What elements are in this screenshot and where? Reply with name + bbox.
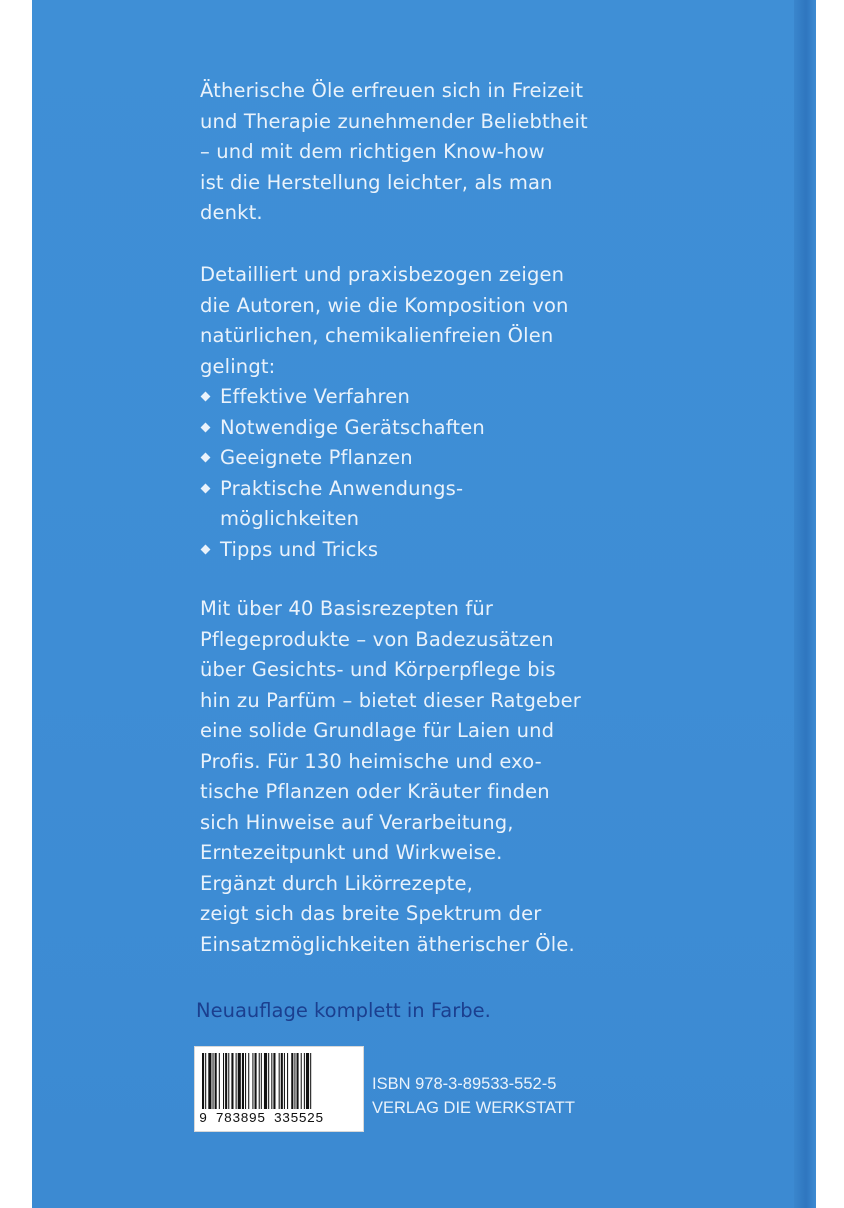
recipes-text: Mit über 40 Basisrezepten für Pflegeprodukte – von Badezusätzen über Gesichts- und Körperpflege bis hin zu Parfüm – bietet dieser Ratgeber eine solide Grundlage für Laien und Profis. Für 130 heimische und exo- tische Pflanzen oder Kräuter finden sich Hinweise auf Verarbeitung, Erntezeitpunkt und Wirkweise. Ergänzt durch Likörrezepte, zeigt sich das breite Spektrum der Einsatzmöglichkeiten ätherischer Öle. — [200, 597, 581, 956]
intro-paragraph — [200, 76, 650, 229]
list-item-label: Praktische Anwendungs- möglichkeiten — [220, 476, 464, 530]
cover-edge — [794, 0, 816, 1208]
list-item-label: Geeignete Pflanzen — [220, 446, 413, 469]
diamond-bullet-icon — [201, 453, 211, 463]
edition-note: Neuauflage komplett in Farbe. — [196, 999, 491, 1022]
isbn-block — [372, 1072, 575, 1120]
intro-text: Ätherische Öle erfreuen sich in Freizeit und Therapie zunehmender Beliebtheit – und mit dem richtigen Know-how ist die Herstellung leichter, als man denkt. — [200, 79, 588, 224]
list-item — [200, 382, 650, 413]
diamond-bullet-icon — [201, 544, 211, 554]
list-item-label: Effektive Verfahren — [220, 385, 410, 408]
book-back-cover — [32, 0, 816, 1208]
feature-list — [200, 382, 650, 565]
recipes-paragraph — [200, 594, 650, 960]
list-item — [200, 443, 650, 474]
diamond-bullet-icon — [201, 422, 211, 432]
list-item — [200, 413, 650, 444]
list-item-label: Notwendige Gerätschaften — [220, 415, 485, 439]
list-item — [200, 474, 650, 535]
detail-section — [200, 260, 650, 565]
publisher-name: VERLAG DIE WERKSTATT — [372, 1099, 575, 1117]
isbn-number: ISBN 978-3-89533-552-5 — [372, 1075, 557, 1093]
barcode-icon — [201, 1053, 357, 1109]
diamond-bullet-icon — [201, 483, 211, 493]
list-item-label: Tipps und Tricks — [220, 537, 379, 561]
barcode — [194, 1046, 364, 1132]
diamond-bullet-icon — [201, 392, 211, 402]
barcode-digits: 9 783895 335525 — [199, 1112, 324, 1127]
list-item — [200, 535, 650, 566]
detail-text: Detailliert und praxisbezogen zeigen die Autoren, wie die Komposition von natürlichen, chemikalienfreien Ölen gelingt: — [200, 263, 569, 378]
